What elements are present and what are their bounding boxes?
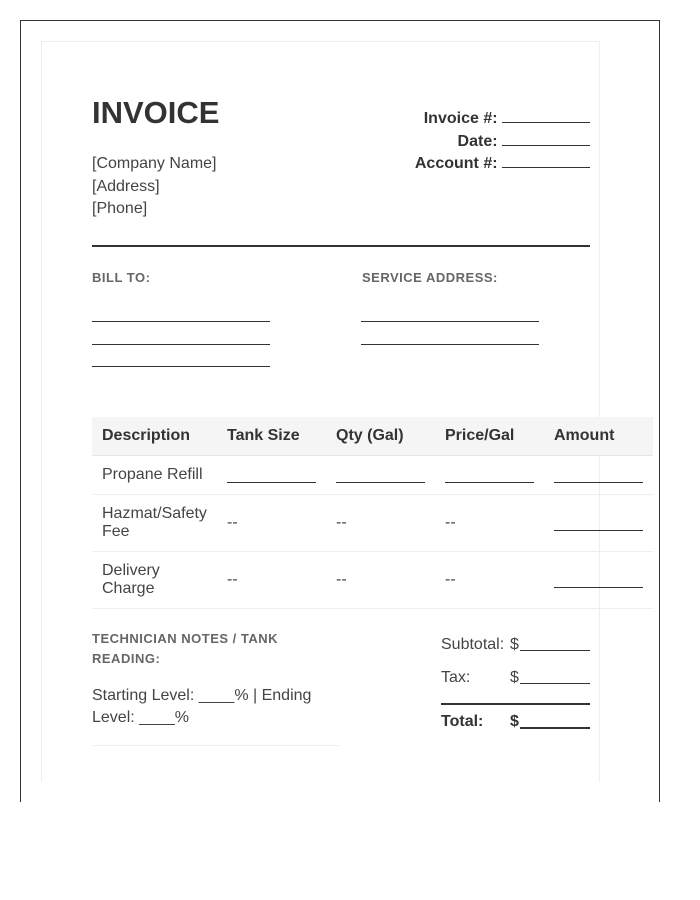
bill-to-label: BILL TO:: [92, 270, 151, 285]
date-row: [370, 131, 590, 154]
service-address-line-1[interactable]: [361, 321, 539, 322]
technician-notes-text: Starting Level: ____% | Ending Level: ____%: [92, 687, 312, 726]
amount-field[interactable]: [554, 571, 643, 588]
row-tank-size: --: [217, 552, 326, 609]
line-items-table: [92, 417, 653, 609]
row-description: Delivery Charge: [92, 552, 217, 609]
table-header-row: [92, 417, 653, 456]
row-description: Propane Refill: [92, 456, 217, 495]
total-field[interactable]: [520, 713, 590, 729]
subtotal-label: Subtotal:: [441, 636, 505, 653]
bill-to-line-1[interactable]: [92, 321, 270, 322]
invoice-number-field[interactable]: [502, 108, 590, 123]
company-address: [Address]: [92, 177, 160, 195]
header-divider: [92, 245, 590, 247]
tank-size-field[interactable]: [227, 466, 316, 483]
tax-field[interactable]: [520, 669, 590, 684]
invoice-number-label: Invoice #:: [423, 110, 498, 127]
table-row: [92, 552, 653, 609]
row-price: --: [435, 552, 544, 609]
row-price: [435, 456, 544, 495]
header-qty: Qty (Gal): [326, 417, 435, 456]
date-field[interactable]: [502, 131, 590, 146]
notes-divider: [92, 745, 340, 746]
bill-to-line-2[interactable]: [92, 344, 270, 345]
company-name: [Company Name]: [92, 155, 217, 172]
qty-field[interactable]: [336, 466, 425, 483]
row-tank-size: --: [217, 495, 326, 552]
table-row: [92, 456, 653, 495]
row-description: Hazmat/Safety Fee: [92, 495, 217, 552]
technician-notes-label: TECHNICIAN NOTES / TANK READING:: [92, 631, 279, 666]
amount-field[interactable]: [554, 466, 643, 483]
row-qty: --: [326, 552, 435, 609]
row-amount: [544, 456, 653, 495]
price-field[interactable]: [445, 466, 534, 483]
amount-field[interactable]: [554, 514, 643, 531]
row-amount: [544, 552, 653, 609]
header-description: Description: [92, 417, 217, 456]
account-number-row: [370, 153, 590, 176]
row-price: --: [435, 495, 544, 552]
company-info: [92, 153, 217, 221]
row-qty: [326, 456, 435, 495]
service-address-label: SERVICE ADDRESS:: [362, 270, 498, 285]
date-label: Date:: [457, 132, 498, 150]
total-divider: [441, 703, 590, 705]
bill-to-line-3[interactable]: [92, 366, 270, 367]
tax-row: [441, 669, 590, 689]
service-address-line-2[interactable]: [361, 344, 539, 345]
invoice-number-row: [370, 108, 590, 131]
header-price: Price/Gal: [435, 417, 544, 456]
invoice-title: INVOICE: [92, 95, 220, 130]
total-row: [441, 713, 590, 733]
subtotal-row: [441, 636, 590, 656]
header-tank-size: Tank Size: [217, 417, 326, 456]
total-label: Total:: [441, 713, 484, 730]
row-tank-size: [217, 456, 326, 495]
account-number-label: Account #:: [414, 155, 498, 172]
header-amount: Amount: [544, 417, 653, 456]
company-phone: [Phone]: [92, 200, 148, 217]
row-amount: [544, 495, 653, 552]
total-currency: $: [510, 713, 519, 730]
row-qty: --: [326, 495, 435, 552]
tax-currency: $: [510, 669, 519, 686]
tax-label: Tax:: [441, 669, 471, 686]
subtotal-field[interactable]: [520, 636, 590, 651]
table-row: [92, 495, 653, 552]
invoice-meta: [370, 108, 590, 176]
subtotal-currency: $: [510, 636, 519, 653]
account-number-field[interactable]: [502, 153, 590, 168]
